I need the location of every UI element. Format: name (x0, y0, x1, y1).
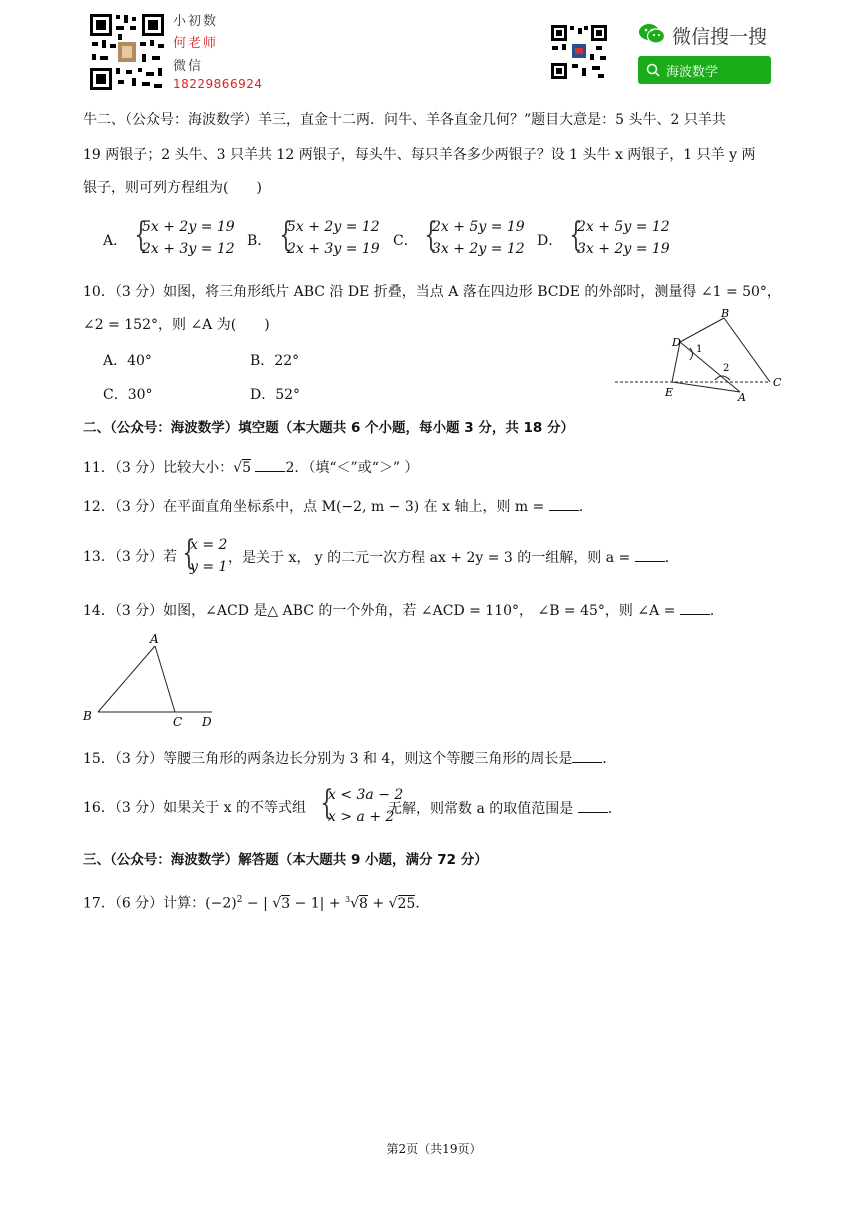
q17-term: (−2) (205, 895, 237, 912)
q9-option-a[interactable] (103, 230, 127, 250)
q17 (83, 890, 429, 914)
q13-answer-blank[interactable] (635, 547, 665, 562)
equation-row: 2x + 3y = 12 (142, 241, 235, 257)
q10-line-2: ∠2 = 152°，则 ∠A 为( ) (83, 317, 270, 333)
q9-option-d[interactable] (537, 230, 562, 250)
qr-label-line-4: 18229866924 (173, 77, 263, 91)
q11-prefix: 11．（3 分）比较大小： (83, 460, 234, 476)
q16-prefix: 16．（3 分）如果关于 x 的不等式组 (83, 800, 306, 816)
fig-label-a: A (150, 632, 159, 646)
q17-radicand: 25 (397, 895, 416, 912)
wechat-icon (638, 22, 666, 46)
q14 (83, 600, 724, 621)
q16-rest (388, 798, 622, 819)
q17-term: + (367, 895, 389, 912)
fig-label-angle-1: 1 (696, 344, 703, 355)
search-icon (646, 63, 660, 77)
q10-option-a[interactable]: A．40° (103, 353, 152, 369)
wechat-search-button[interactable] (638, 56, 771, 84)
page-footer: 第2页（共19页） (386, 1142, 482, 1156)
fig-label-b: B (83, 709, 92, 723)
qr-label-line-1: 小初数 (173, 14, 219, 29)
q17-term: − | (242, 895, 273, 912)
q9-option-d-system: { 2x + 5y = 12 3x + 2y = 19 (569, 215, 670, 257)
qr-label-line-3: 微信 (173, 59, 204, 74)
q12-answer-blank[interactable] (549, 496, 579, 511)
qr-code-icon (550, 24, 608, 80)
search-button-label: 海波数学 (666, 64, 719, 80)
q9-option-b-system: { 5x + 2y = 12 2x + 3y = 19 (279, 215, 380, 257)
equation-row: y = 1 (190, 559, 228, 575)
q15-text: 15．（3 分）等腰三角形的两条边长分别为 3 和 4，则这个等腰三角形的周长是 (83, 751, 573, 767)
sqrt-symbol: √ (350, 895, 360, 912)
q15-end: ． (602, 751, 617, 767)
q9-option-a-system: { 5x + 2y = 19 2x + 3y = 12 (134, 215, 235, 257)
q17-root-index: 3 (345, 895, 351, 904)
q11-answer-blank[interactable] (255, 457, 285, 472)
q17-end: ． (415, 895, 430, 912)
q11 (83, 457, 418, 478)
q10-option-b[interactable]: B．22° (250, 353, 300, 369)
qr-code-icon (88, 12, 166, 92)
fig-label-c: C (173, 715, 183, 729)
q16-suffix: 无解，则常数 a 的取值范围是 (388, 801, 574, 817)
q10-option-c[interactable]: C．30° (103, 387, 153, 403)
q14-text: 14．（3 分）如图，∠ACD 是△ ABC 的一个外角，若 ∠ACD = 110°， ∠B = 45°，则 ∠A = (83, 603, 676, 619)
q13-end: ． (664, 550, 679, 566)
q11-suffix: 2．（填“＜”或“＞” ） (285, 460, 419, 476)
fig-label-b: B (721, 308, 730, 320)
q9-option-c[interactable] (393, 230, 418, 250)
fig-label-a: A (738, 391, 746, 403)
qr-label-line-2: 何老师 (173, 36, 219, 51)
equation-row: 3x + 2y = 19 (577, 241, 670, 257)
sqrt-symbol: √ (233, 460, 243, 476)
q9-line-2: 19 两银子；2 头牛、3 只羊共 12 两银子，每头牛、每只羊各多少两银子？设 1 头牛 x 两银子，1 只羊 y 两 (83, 147, 756, 163)
option-letter: B． (247, 233, 272, 249)
q9-option-b[interactable] (247, 230, 271, 250)
equation-row: 5x + 2y = 12 (287, 219, 380, 235)
fig-label-d: D (672, 336, 681, 349)
q16-system: { x < 3a − 2 x > a + 2 (320, 783, 404, 825)
q12-end: ． (578, 499, 593, 515)
wechat-title: 微信搜一搜 (672, 26, 768, 48)
q14-figure (80, 632, 220, 732)
q12-text: 12．（3 分）在平面直角坐标系中，点 M(−2, m − 3) 在 x 轴上，则 m = (83, 499, 545, 515)
section-3-heading: 三、（公众号：海波数学）解答题（本大题共 9 小题，满分 72 分） (83, 852, 488, 868)
section-2-heading: 二、（公众号：海波数学）填空题（本大题共 6 个小题，每小题 3 分，共 18 分） (83, 420, 575, 436)
q9-line-1: 牛二、（公众号：海波数学）羊三，直金十二两．问牛、羊各直金几何？”题目大意是：5 头牛、2 只羊共 (83, 112, 726, 128)
sqrt-symbol: √ (272, 895, 282, 912)
equation-row: 2x + 3y = 19 (287, 241, 380, 257)
q9-line-3: 银子，则可列方程组为( ) (83, 180, 262, 196)
q17-term: − 1| + (290, 895, 346, 912)
fig-label-e: E (665, 386, 674, 399)
option-letter: D． (537, 233, 563, 249)
q14-end: ． (709, 603, 724, 619)
q17-radicand: 8 (359, 895, 368, 912)
equation-row: 3x + 2y = 12 (432, 241, 525, 257)
q17-prefix: 17．（6 分）计算： (83, 895, 206, 912)
q13-prefix: 13．（3 分）若 (83, 549, 178, 565)
inequality-row: x < 3a − 2 (328, 787, 404, 803)
q16-end: ． (607, 801, 622, 817)
equation-row: x = 2 (190, 537, 228, 553)
q13-system: { x = 2 y = 1 (182, 533, 228, 575)
q12 (83, 496, 593, 517)
q10-option-d[interactable]: D．52° (250, 387, 301, 403)
q14-answer-blank[interactable] (680, 600, 710, 615)
q10-figure (610, 308, 790, 403)
q11-radicand: 5 (242, 460, 252, 476)
equation-row: 2x + 5y = 19 (432, 219, 525, 235)
q15 (83, 748, 616, 769)
fig-label-d: D (202, 715, 212, 729)
sqrt-symbol: √ (388, 895, 398, 912)
equation-row: 5x + 2y = 19 (142, 219, 235, 235)
fig-label-c: C (773, 376, 782, 389)
q10-line-1: 10．（3 分）如图，将三角形纸片 ABC 沿 DE 折叠，当点 A 落在四边形 BCDE 的外部时，测量得 ∠1 = 50°， (83, 284, 781, 300)
equation-row: 2x + 5y = 12 (577, 219, 670, 235)
q13-rest (228, 547, 679, 568)
q17-exponent: 2 (236, 895, 243, 905)
q17-radicand: 3 (281, 895, 291, 912)
q15-answer-blank[interactable] (572, 748, 602, 763)
q9-option-c-system: { 2x + 5y = 19 3x + 2y = 12 (424, 215, 525, 257)
q16-answer-blank[interactable] (578, 798, 608, 813)
option-letter: A． (103, 233, 128, 249)
q13-suffix: ，是关于 x， y 的二元一次方程 ax + 2y = 3 的一组解，则 a = (228, 550, 631, 566)
fig-label-angle-2: 2 (723, 363, 730, 374)
option-letter: C． (393, 233, 418, 249)
inequality-row: x > a + 2 (328, 809, 395, 825)
